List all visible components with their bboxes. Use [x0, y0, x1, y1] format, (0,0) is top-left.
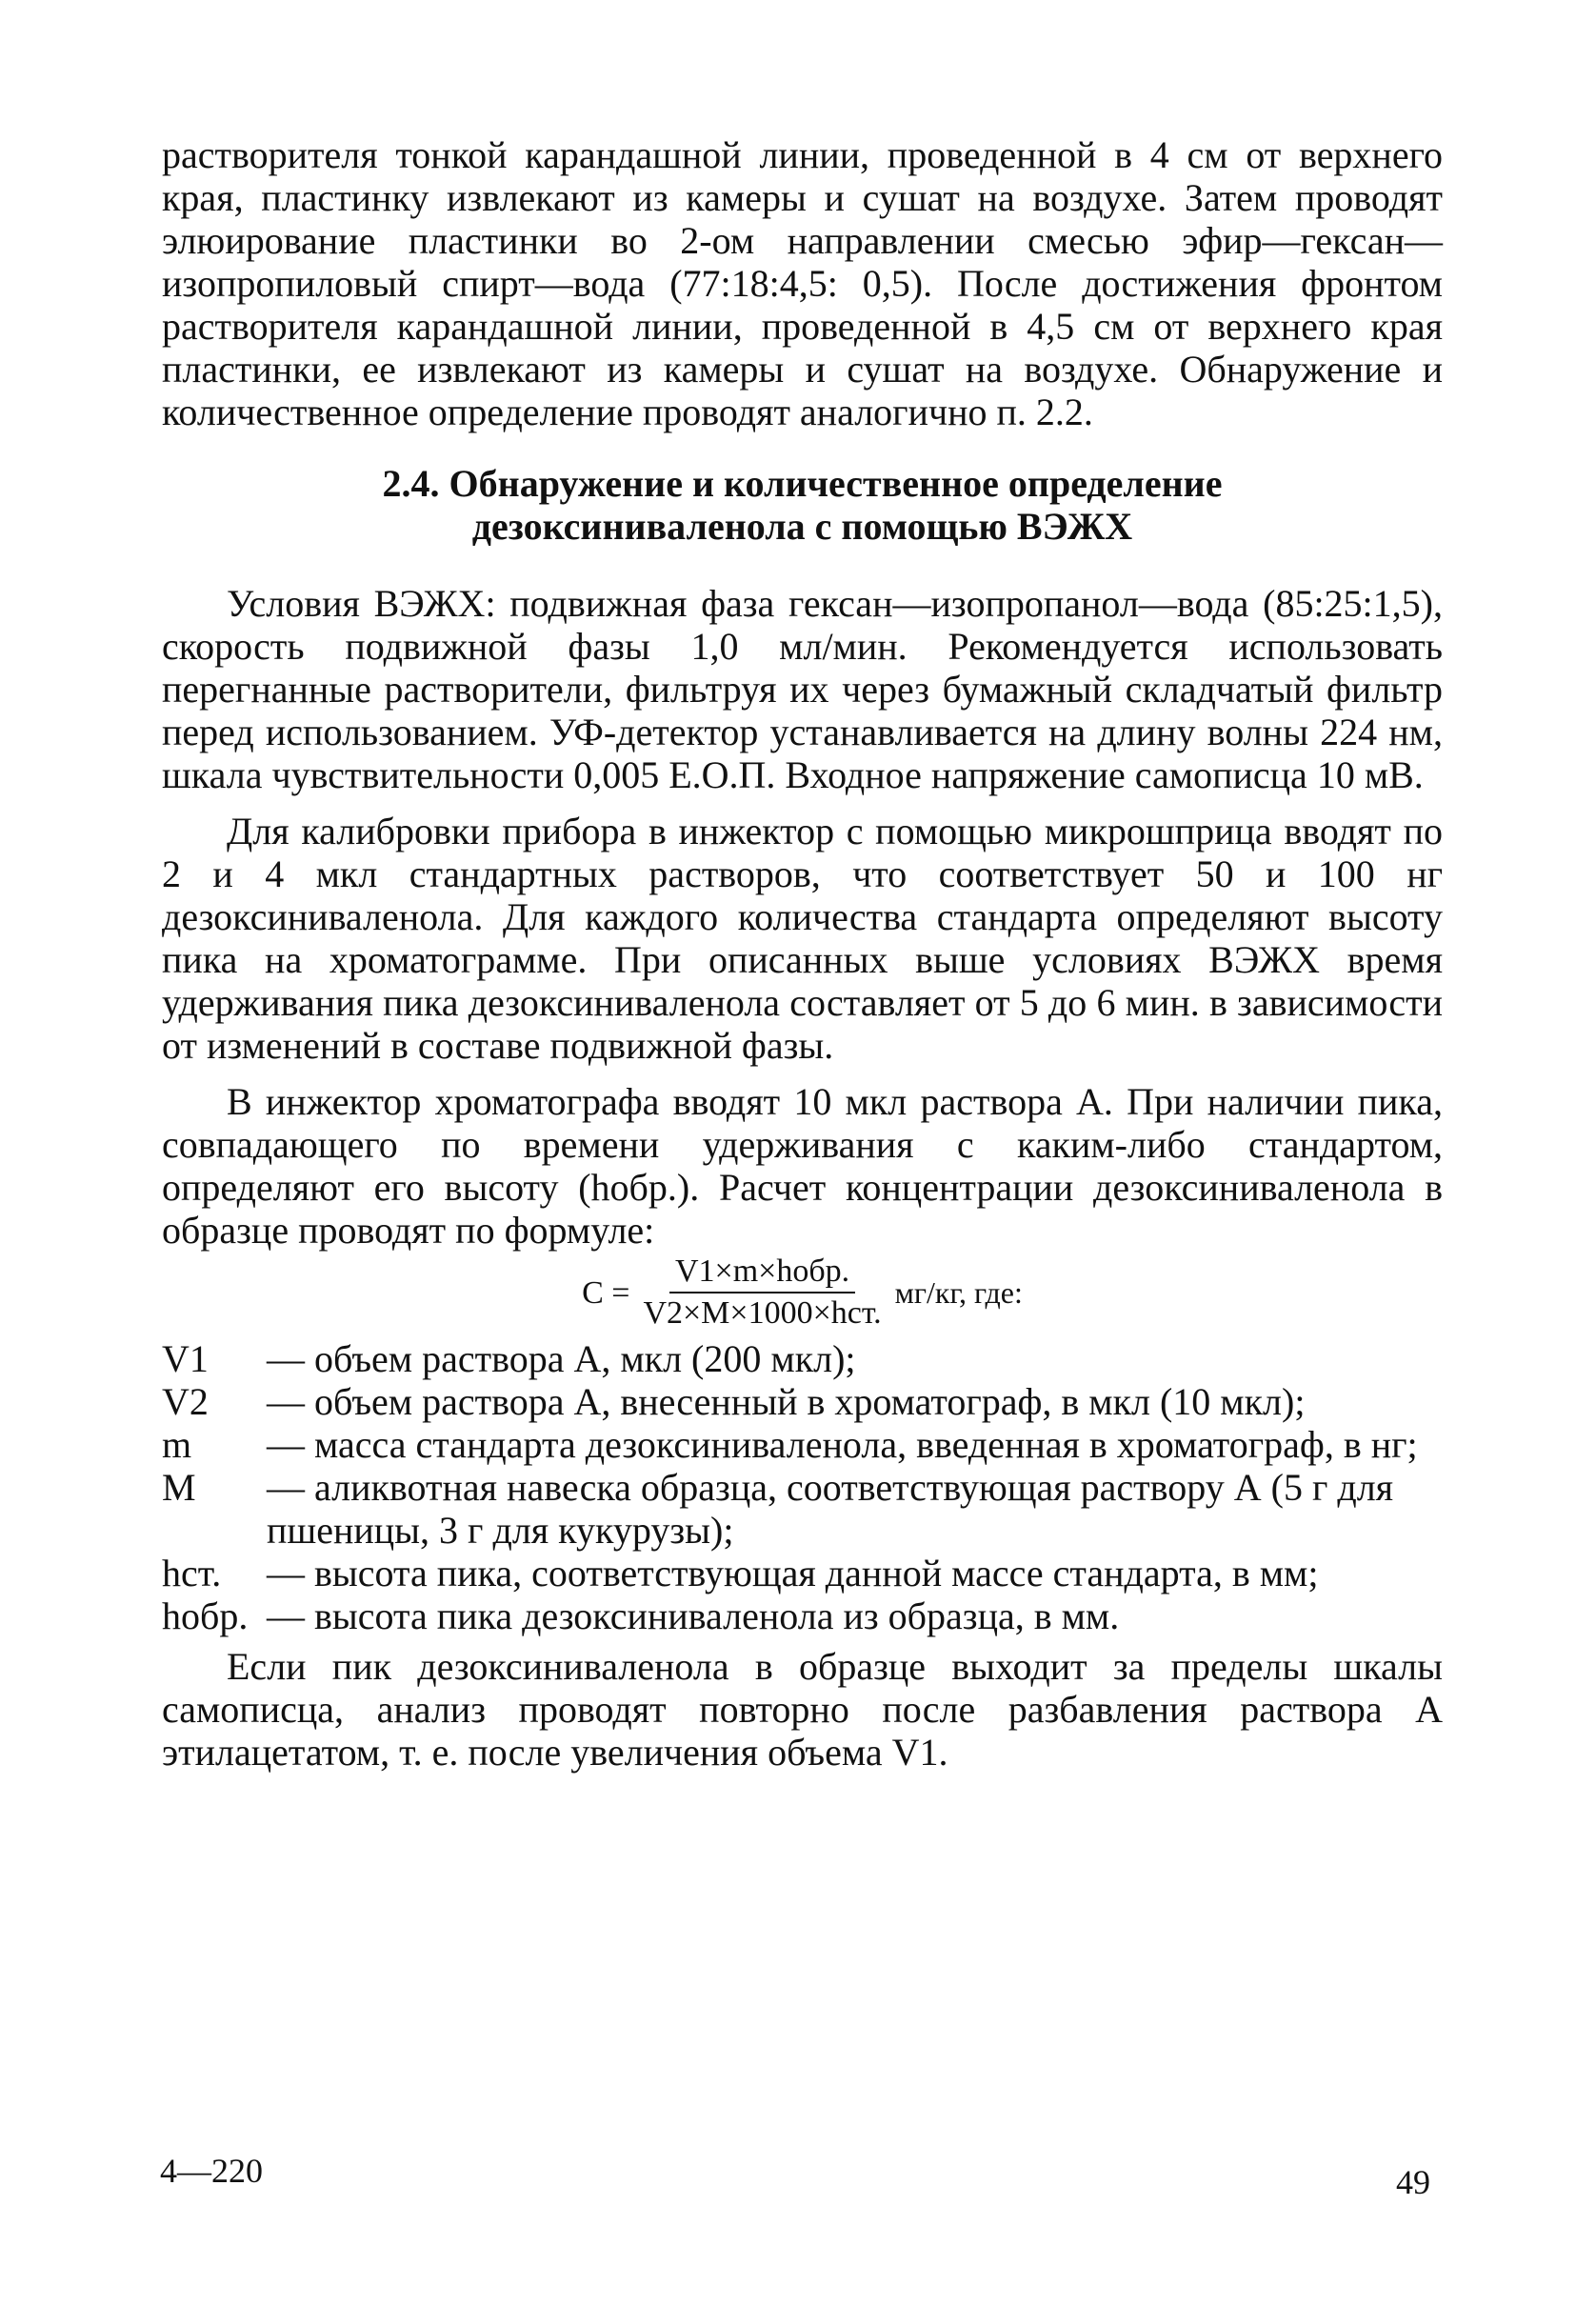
- formula-denominator: V2×M×1000×hст.: [643, 1295, 882, 1331]
- definition-symbol: V2: [162, 1380, 209, 1423]
- definition-symbol: hобр.: [162, 1594, 249, 1637]
- page-body: [162, 133, 1443, 1774]
- paragraph-intro: растворителя тонкой карандашной линии, проведенной в 4 см от верхнего края, пластинку извлекают из камеры и сушат на воздухе. Затем проводят элюирование пластинки во 2-ом направлении смесью эфир—гексан—изопропиловый спирт—вода (77:18:4,5: 0,5). После достижения фронтом растворителя карандашной линии, проведенной в 4,5 см от верхнего края пластинки, ее извлекают из камеры и сушат на воздухе. Обнаружение и количественное определение проводят аналогично п. 2.2.: [162, 133, 1443, 433]
- definition-item: [162, 1337, 1443, 1380]
- definition-item: [162, 1423, 1443, 1466]
- formula-fraction: [637, 1253, 887, 1332]
- formula-lhs: C =: [582, 1274, 630, 1311]
- signature-mark: 4—220: [160, 2152, 263, 2190]
- section-heading-line2: дезоксиниваленола с помощью ВЭЖХ: [471, 505, 1133, 548]
- definitions-list: [162, 1337, 1443, 1637]
- definition-symbol: m: [162, 1423, 192, 1466]
- definition-text: объем раствора А, внесенный в хроматограф, в мкл (10 мкл);: [314, 1380, 1306, 1423]
- definition-text: высота пика дезоксиниваленола из образца, в мм.: [314, 1594, 1120, 1637]
- page-number: 49: [1396, 2163, 1430, 2201]
- definition-item: [162, 1552, 1443, 1594]
- paragraph-injection: В инжектор хроматографа вводят 10 мкл раствора А. При наличии пика, совпадающего по времени удерживания с каким-либо стандартом, определяют его высоту (hобр.). Расчет концентрации дезоксиниваленола в образце проводят по формуле:: [162, 1080, 1443, 1252]
- definition-dash: —: [267, 1552, 305, 1594]
- definition-text: масса стандарта дезоксиниваленола, введенная в хроматограф, в нг;: [314, 1423, 1418, 1466]
- section-heading: [162, 462, 1443, 548]
- definition-dash: —: [267, 1466, 305, 1509]
- section-heading-line1: 2.4. Обнаружение и количественное определение: [382, 462, 1223, 505]
- formula-unit: мг/кг, где:: [894, 1274, 1023, 1310]
- definition-dash: —: [267, 1380, 305, 1423]
- definition-dash: —: [267, 1423, 305, 1466]
- definition-symbol: M: [162, 1466, 196, 1509]
- definition-text: высота пика, соответствующая данной массе стандарта, в мм;: [314, 1552, 1319, 1594]
- definition-symbol: V1: [162, 1337, 209, 1380]
- paragraph-calibration: Для калибровки прибора в инжектор с помощью микрошприца вводят по 2 и 4 мкл стандартных растворов, что соответствует 50 и 100 нг дезоксиниваленола. Для каждого количества стандарта определяют высоту пика на хроматограмме. При описанных выше условиях ВЭЖХ время удерживания пика дезоксиниваленола составляет от 5 до 6 мин. в зависимости от изменений в составе подвижной фазы.: [162, 810, 1443, 1067]
- paragraph-conditions: Условия ВЭЖХ: подвижная фаза гексан—изопропанол—вода (85:25:1,5), скорость подвижной фазы 1,0 мл/мин. Рекомендуется использовать перегнанные растворители, фильтруя их через бумажный складчатый фильтр перед использованием. УФ-детектор устанавливается на длину волны 224 нм, шкала чувствительности 0,005 Е.О.П. Входное напряжение самописца 10 мВ.: [162, 582, 1443, 796]
- definition-dash: —: [267, 1337, 305, 1380]
- definition-text: аликвотная навеска образца, соответствующая раствору А (5 г для пшеницы, 3 г для кукурузы);: [267, 1466, 1394, 1552]
- definition-item: [162, 1466, 1443, 1552]
- definition-item: [162, 1594, 1443, 1637]
- definition-item: [162, 1380, 1443, 1423]
- definition-dash: —: [267, 1594, 305, 1637]
- definition-symbol: hст.: [162, 1552, 222, 1594]
- formula-numerator: V1×m×hобр.: [669, 1253, 855, 1293]
- definition-text: объем раствора А, мкл (200 мкл);: [314, 1337, 856, 1380]
- concentration-formula: [162, 1253, 1443, 1332]
- paragraph-final: Если пик дезоксиниваленола в образце выходит за пределы шкалы самописца, анализ проводят повторно после разбавления раствора А этилацетатом, т. е. после увеличения объема V1.: [162, 1645, 1443, 1774]
